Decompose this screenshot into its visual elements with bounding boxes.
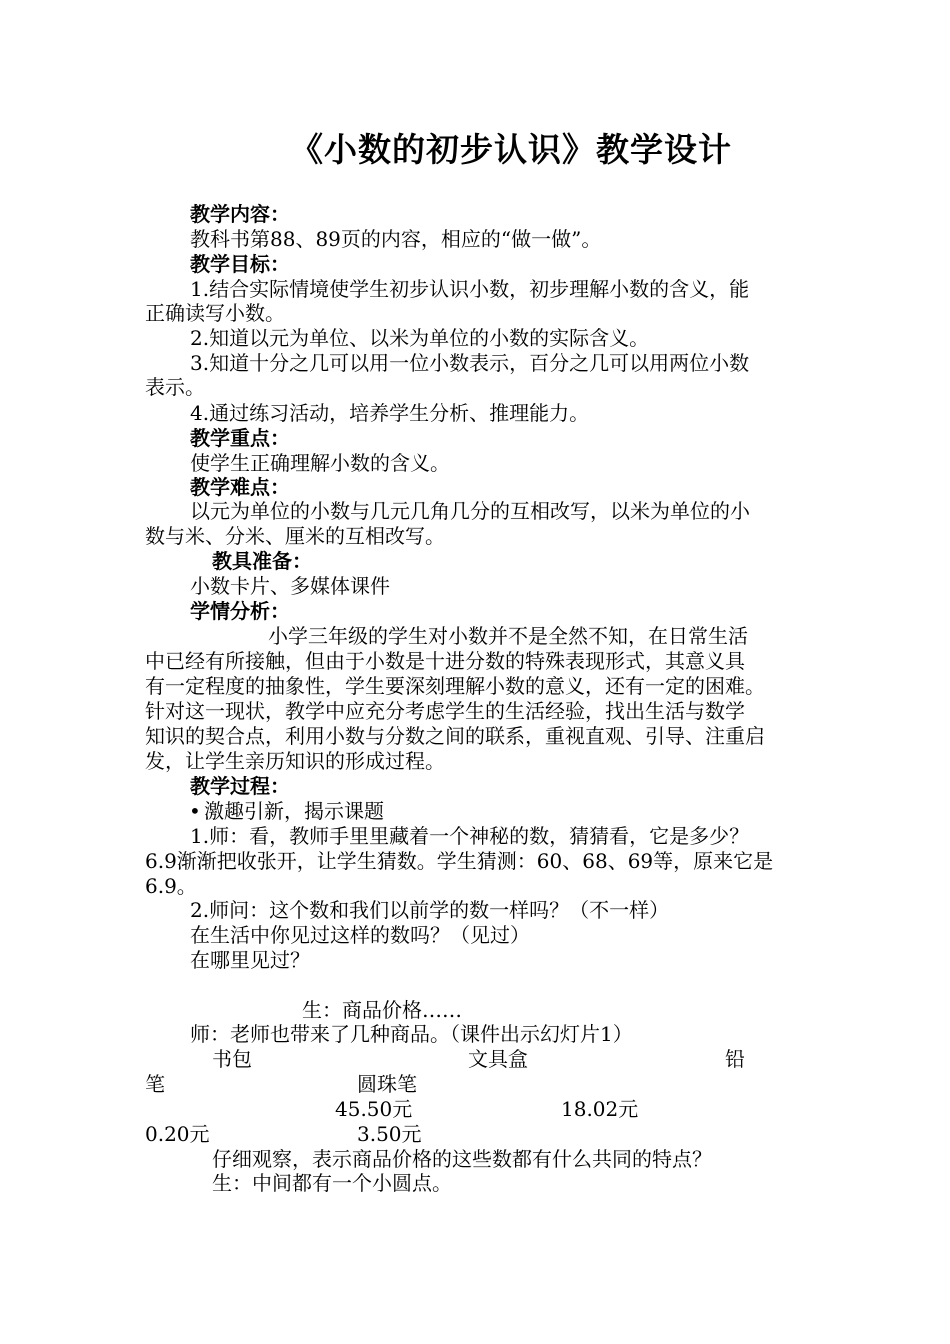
process-2-line-3: 在哪里见过？ <box>190 948 310 972</box>
goals-heading: 教学目标： <box>190 252 290 276</box>
difficulty-heading: 教学难点： <box>190 475 290 499</box>
document-title: 《小数的初步认识》教学设计 <box>290 130 732 169</box>
key-point-text: 使学生正确理解小数的含义。 <box>190 451 450 475</box>
content-heading: 教学内容： <box>190 202 290 226</box>
tools-heading: 教具准备： <box>212 549 312 573</box>
content-text: 教科书第88、89页的内容，相应的“做一做”。 <box>190 227 602 251</box>
item-pencil-case: 文具盒 <box>468 1047 528 1071</box>
price-ballpoint-pen: 3.50元 <box>357 1122 422 1146</box>
item-pencil-part-2: 笔 <box>145 1072 165 1096</box>
analysis-line-2: 中已经有所接触，但由于小数是十进分数的特殊表现形式，其意义具 <box>145 649 745 673</box>
teacher-line-1: 师：老师也带来了几种商品。（课件出示幻灯片1） <box>190 1022 633 1046</box>
process-1-line-3: 6.9。 <box>145 874 197 898</box>
process-step-intro: 激趣引新，揭示课题 <box>204 799 384 823</box>
analysis-line-6: 发，让学生亲历知识的形成过程。 <box>145 749 445 773</box>
bullet-icon: • <box>189 799 201 823</box>
process-1-line-2: 6.9渐渐把收张开，让学生猜数。学生猜测：60、68、69等，原来它是 <box>145 849 774 873</box>
process-1-line-1: 1.师：看，教师手里里藏着一个神秘的数，猜猜看，它是多少？ <box>190 824 750 848</box>
goal-3-line-1: 3.知道十分之几可以用一位小数表示，百分之几可以用两位小数 <box>190 351 750 375</box>
item-pencil-part-1: 铅 <box>725 1047 745 1071</box>
process-2-line-1: 2.师问：这个数和我们以前学的数一样吗？（不一样） <box>190 898 670 922</box>
goal-3-line-2: 表示。 <box>145 375 205 399</box>
difficulty-line-2: 数与米、分米、厘米的互相改写。 <box>145 524 445 548</box>
observe-question: 仔细观察，表示商品价格的这些数都有什么共同的特点？ <box>212 1147 712 1171</box>
analysis-line-3: 有一定程度的抽象性，学生要深刻理解小数的意义，还有一定的困难。 <box>145 674 765 698</box>
process-heading: 教学过程： <box>190 774 290 798</box>
goal-4: 4.通过练习活动，培养学生分析、推理能力。 <box>190 401 590 425</box>
item-ballpoint-pen: 圆珠笔 <box>357 1072 417 1096</box>
analysis-line-5: 知识的契合点，利用小数与分数之间的联系，重视直观、引导、注重启 <box>145 724 765 748</box>
process-2-line-2: 在生活中你见过这样的数吗？（见过） <box>190 923 530 947</box>
analysis-line-4: 针对这一现状，教学中应充分考虑学生的生活经验，找出生活与数学 <box>145 699 745 723</box>
difficulty-line-1: 以元为单位的小数与几元几角几分的互相改写，以米为单位的小 <box>190 499 750 523</box>
student-answer-2: 生：中间都有一个小圆点。 <box>212 1171 452 1195</box>
goal-1-line-2: 正确读写小数。 <box>145 301 285 325</box>
analysis-line-1: 小学三年级的学生对小数并不是全然不知，在日常生活 <box>268 624 748 648</box>
tools-text: 小数卡片、多媒体课件 <box>190 574 390 598</box>
price-pencil: 0.20元 <box>145 1122 210 1146</box>
price-schoolbag: 45.50元 <box>335 1097 413 1121</box>
price-pencil-case: 18.02元 <box>561 1097 639 1121</box>
analysis-heading: 学情分析： <box>190 599 290 623</box>
key-point-heading: 教学重点： <box>190 426 290 450</box>
goal-2: 2.知道以元为单位、以米为单位的小数的实际含义。 <box>190 326 650 350</box>
goal-1-line-1: 1.结合实际情境使学生初步认识小数，初步理解小数的含义，能 <box>190 277 750 301</box>
student-answer-1: 生：商品价格…… <box>302 998 462 1022</box>
item-schoolbag: 书包 <box>212 1047 252 1071</box>
